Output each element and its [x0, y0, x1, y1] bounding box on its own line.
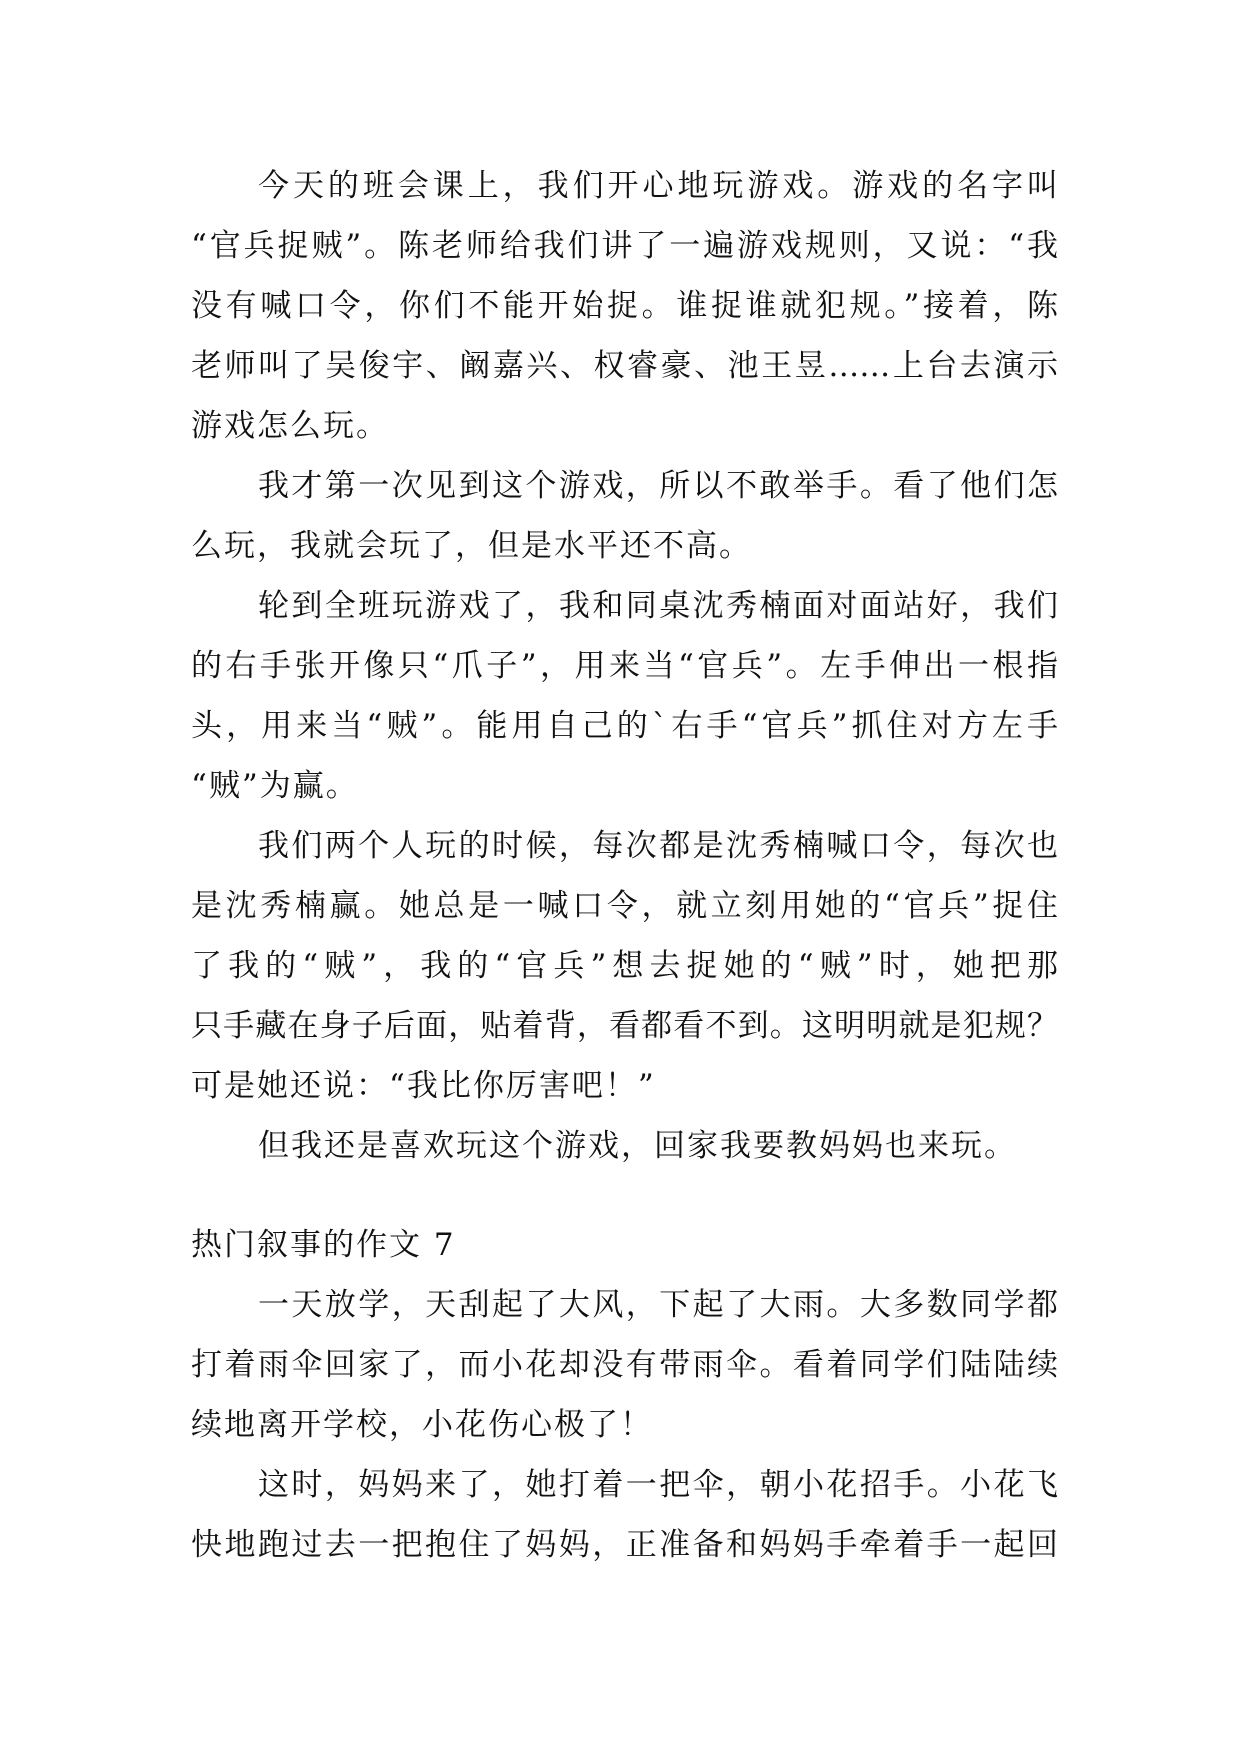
- paragraph-line: 是沈秀楠赢。她总是一喊口令，就立刻用她的“官兵”捉住: [191, 888, 1058, 924]
- paragraph: [191, 816, 1058, 1116]
- paragraph-line: 我才第一次见到这个游戏，所以不敢举手。看了他们怎: [258, 468, 1058, 504]
- paragraph-line: 我们两个人玩的时候，每次都是沈秀楠喊口令，每次也: [258, 828, 1058, 864]
- paragraph-line: 一天放学，天刮起了大风，下起了大雨。大多数同学都: [258, 1287, 1058, 1323]
- paragraph-line: 只手藏在身子后面，贴着背，看都看不到。这明明就是犯规？: [191, 1008, 1058, 1044]
- document-body: [191, 156, 1058, 1575]
- paragraph: [191, 456, 1058, 576]
- paragraph-line: 但我还是喜欢玩这个游戏，回家我要教妈妈也来玩。: [258, 1128, 1017, 1164]
- paragraph-line: “官兵捉贼”。陈老师给我们讲了一遍游戏规则，又说：“我: [191, 228, 1058, 264]
- paragraph-line: 头，用来当“贼”。能用自己的`右手“官兵”抓住对方左手: [191, 708, 1058, 744]
- paragraph-line: 这时，妈妈来了，她打着一把伞，朝小花招手。小花飞: [258, 1467, 1058, 1503]
- paragraph: [191, 156, 1058, 456]
- paragraph: [191, 576, 1058, 816]
- paragraph-line: 了我的“贼”，我的“官兵”想去捉她的“贼”时，她把那: [191, 948, 1058, 984]
- paragraph-line: 没有喊口令，你们不能开始捉。谁捉谁就犯规。”接着，陈: [191, 288, 1058, 324]
- paragraph-line: 今天的班会课上，我们开心地玩游戏。游戏的名字叫: [258, 168, 1058, 204]
- paragraph-line: 轮到全班玩游戏了，我和同桌沈秀楠面对面站好，我们: [258, 588, 1058, 624]
- paragraph-line: 么玩，我就会玩了，但是水平还不高。: [191, 528, 752, 564]
- paragraph-line: 续地离开学校，小花伤心极了！: [191, 1407, 653, 1443]
- essay-section: [191, 156, 1058, 1176]
- paragraph-line: “贼”为赢。: [191, 768, 359, 804]
- essay-section: [191, 1215, 1058, 1575]
- paragraph-line: 游戏怎么玩。: [191, 408, 389, 444]
- paragraph-line: 打着雨伞回家了，而小花却没有带雨伞。看着同学们陆陆续: [191, 1347, 1058, 1383]
- essay-title: 热门叙事的作文 7: [191, 1227, 456, 1263]
- paragraph-line: 的右手张开像只“爪子”，用来当“官兵”。左手伸出一根指: [191, 648, 1058, 684]
- paragraph-line: 可是她还说：“我比你厉害吧！”: [191, 1068, 656, 1104]
- paragraph: [191, 1455, 1058, 1575]
- paragraph: [191, 1116, 1058, 1176]
- paragraph-line: 老师叫了吴俊宇、阚嘉兴、权睿豪、池王昱……上台去演示: [191, 348, 1058, 384]
- paragraph: [191, 1275, 1058, 1455]
- paragraph-line: 快地跑过去一把抱住了妈妈，正准备和妈妈手牵着手一起回: [191, 1527, 1058, 1563]
